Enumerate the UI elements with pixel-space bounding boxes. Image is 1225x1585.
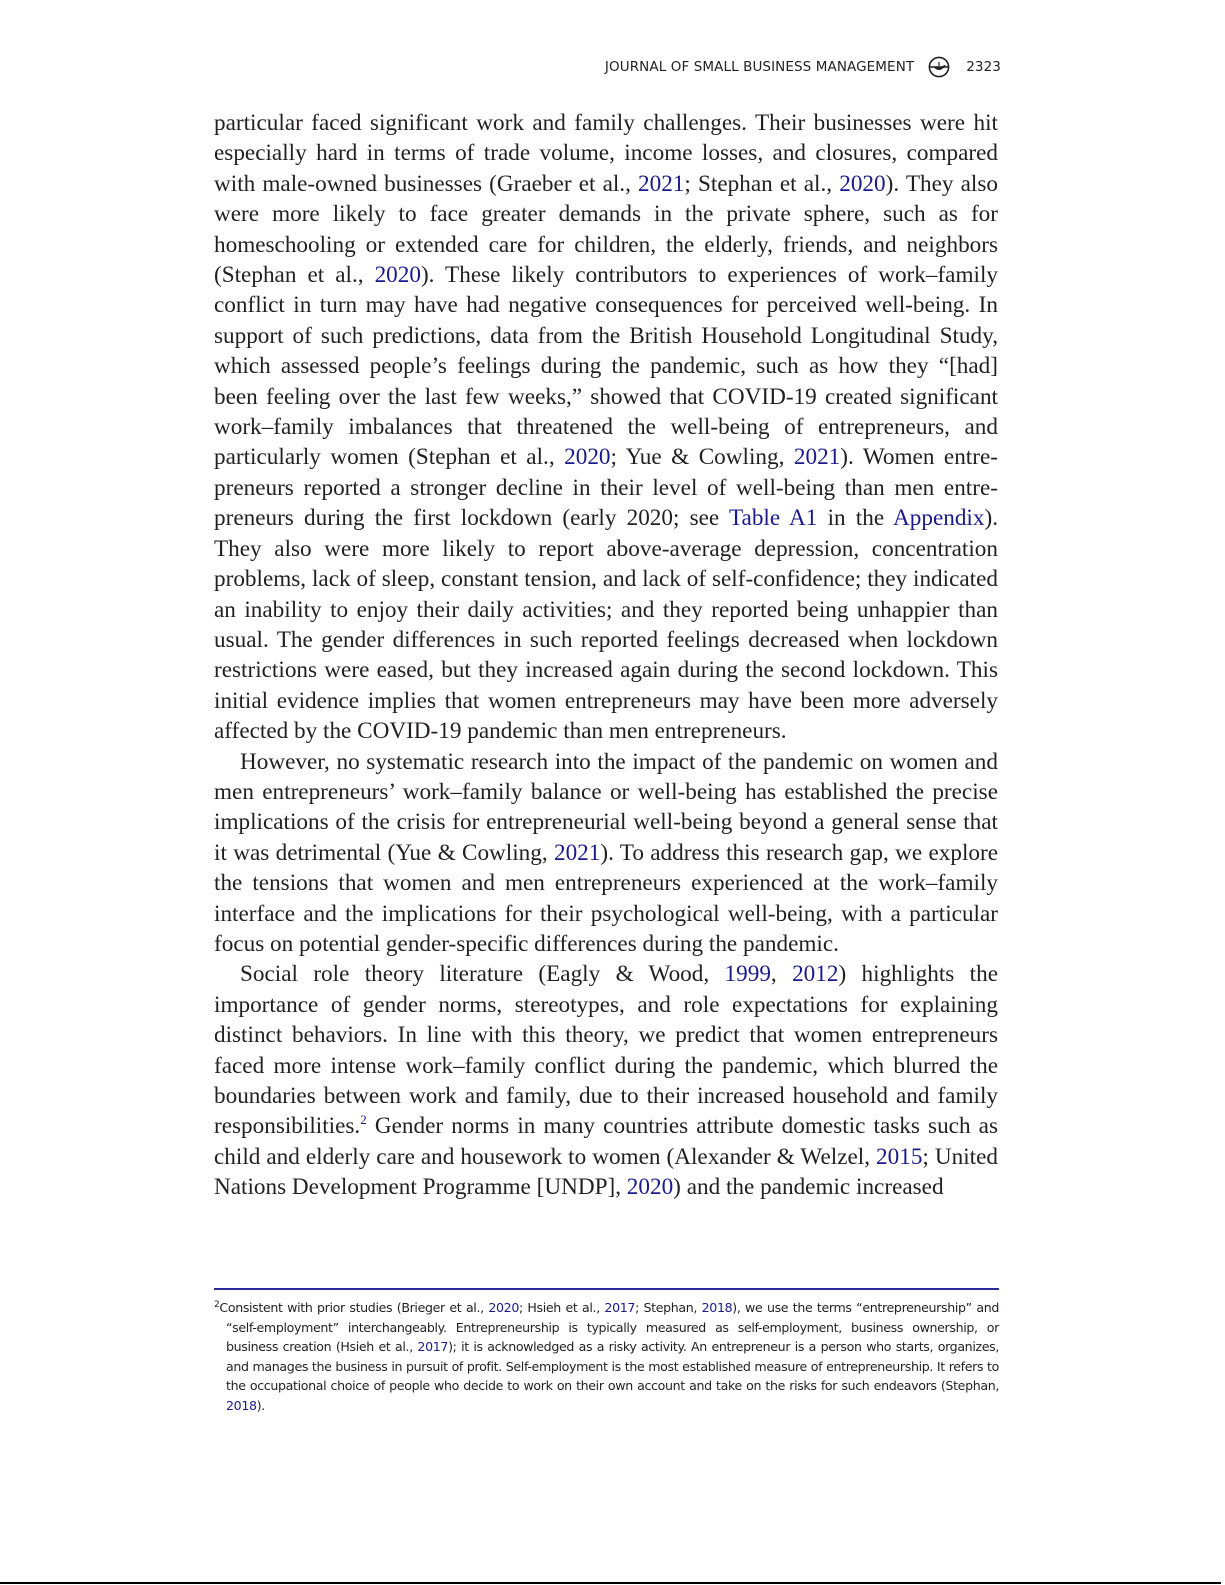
- citation-link[interactable]: 2021: [553, 839, 601, 866]
- text-run: ,: [770, 961, 793, 988]
- text-run: ) highlights the importance of gender norms, stereotypes, and role expectations for explaining distinct behaviors. In line with this theory, we predict that women entrepreneurs faced more intense work–family conflict during the pandemic, which blurred the boundaries between work and family, due to their increased household and family responsibilities.: [214, 961, 998, 1140]
- footnote: [214, 1298, 999, 1416]
- paragraph-2: [214, 747, 998, 960]
- citation-link[interactable]: 2020: [626, 1174, 674, 1201]
- paragraph-3: [214, 959, 998, 1202]
- text-run: ).: [256, 1397, 265, 1413]
- citation-link[interactable]: 2020: [839, 170, 886, 197]
- citation-link[interactable]: 2018: [701, 1300, 733, 1315]
- citation-link[interactable]: 2012: [792, 961, 839, 988]
- citation-link[interactable]: 1999: [724, 961, 771, 988]
- text-run: However, no systematic research into the impact of the pandemic on women and men entrepreneurs’ work–family balance or well-being has established the precise implications of the crisis for entrepreneurial well-being beyond a general sense that it was detrimental (Yue & Cowling,: [214, 748, 998, 866]
- text-run: particular faced significant work and family challenges. Their businesses were hit especially hard in terms of trade volume, income losses, and closures, compared with male-owned businesses (Graeber et al.,: [214, 110, 998, 197]
- paragraph-1: [214, 108, 998, 747]
- text-run: ). They also were more likely to report above-average depression, concentration problems, lack of sleep, constant tension, and lack of self-confidence; they indicated an inability to enjoy their daily activities; and they reported being unhappier than usual. The gender differences in such reported feelings decreased when lockdown restrictions were eased, but they increased again during the second lockdown. This initial evidence implies that women entrepreneurs may have been more adversely affected by the COVID-19 pandemic than men entrepreneurs.: [214, 505, 998, 745]
- text-run: Gender norms in many countries attribute domestic tasks such as child and elderly care and housework to women (Alexander & Welzel,: [214, 1113, 998, 1170]
- text-run: ; Yue & Cowling,: [610, 444, 794, 471]
- body-text: [214, 108, 998, 1203]
- footnote-2: [214, 1298, 999, 1416]
- footnote-marker: 2: [214, 1300, 220, 1310]
- text-run: ; United Nations Development Programme [UNDP],: [214, 1143, 998, 1201]
- page-number: 2323: [966, 59, 1001, 75]
- citation-link[interactable]: 2020: [564, 444, 611, 471]
- text-run: ) and the pandemic increased: [673, 1174, 944, 1201]
- citation-link[interactable]: 2017: [417, 1339, 449, 1355]
- text-run: ; Hsieh et al.,: [518, 1300, 605, 1315]
- citation-link[interactable]: 2017: [604, 1300, 636, 1315]
- text-run: ). They also were more likely to face greater demands in the private sphere, such as for homeschooling or extended care for children, the elderly, friends, and neighbors (Stephan et al.,: [214, 170, 998, 289]
- page-bottom-border: [0, 1582, 1221, 1584]
- appendix-link[interactable]: Appendix: [893, 505, 985, 532]
- table-a1-link[interactable]: Table A1: [728, 505, 818, 532]
- text-run: ). These likely contributors to experiences of work–family conflict in turn may have had negative consequences for perceived well-being. In support of such predictions, data from the British Household Longitudinal Study, which assessed people’s feelings during the pandemic, such as how they “[had] been feeling over the last few weeks,” showed that COVID-19 created significant work–family imbalances that threatened the well-being of entrepreneurs, and particularly women (Stephan et al.,: [214, 262, 998, 471]
- citation-link[interactable]: 2015: [876, 1143, 923, 1170]
- text-run: ), we use the terms “entrepreneurship” and “self-employment” interchangeably. Entrepreneurship is typically measured as self-employment, business ownership, or business creation (Hsieh et al.,: [226, 1300, 1000, 1355]
- text-run: ; Stephan,: [635, 1300, 702, 1315]
- text-run: ); it is acknowledged as a risky activity. An entrepreneur is a person who starts, organizes, and manages the business in pursuit of profit. Self-employment is the most established measure of entrepreneurship. It refers to the occupational choice of people who decide to work on their own account and take on the risks for such endeavors (Stephan,: [226, 1339, 999, 1394]
- text-run: ). Women entrepreneurs reported a stronger decline in their level of well-being than men entrepreneurs during the first lockdown (early 2020; see: [214, 444, 998, 532]
- footnote-divider: [214, 1288, 999, 1290]
- text-run: in the: [817, 505, 894, 532]
- citation-link[interactable]: 2020: [488, 1300, 519, 1315]
- citation-link[interactable]: 2020: [374, 262, 421, 289]
- text-run: ; Stephan et al.,: [684, 170, 840, 197]
- running-header: [605, 56, 1001, 78]
- text-run: ). To address this research gap, we explore the tensions that women and men entrepreneurs experienced at the work–family interface and the implications for their psychological well-being, with a particular focus on potential gender-specific differences during the pandemic.: [214, 839, 998, 957]
- footnote-marker-link[interactable]: 2: [360, 1112, 367, 1128]
- text-run: Consistent with prior studies (Brieger et al.,: [219, 1300, 489, 1315]
- citation-link[interactable]: 2021: [638, 170, 685, 197]
- journal-title: JOURNAL OF SMALL BUSINESS MANAGEMENT: [604, 59, 915, 75]
- publisher-lamp-icon: [928, 56, 950, 78]
- citation-link[interactable]: 2021: [793, 444, 841, 471]
- citation-link[interactable]: 2018: [226, 1397, 257, 1413]
- text-run: Social role theory literature (Eagly & Wood,: [240, 961, 725, 988]
